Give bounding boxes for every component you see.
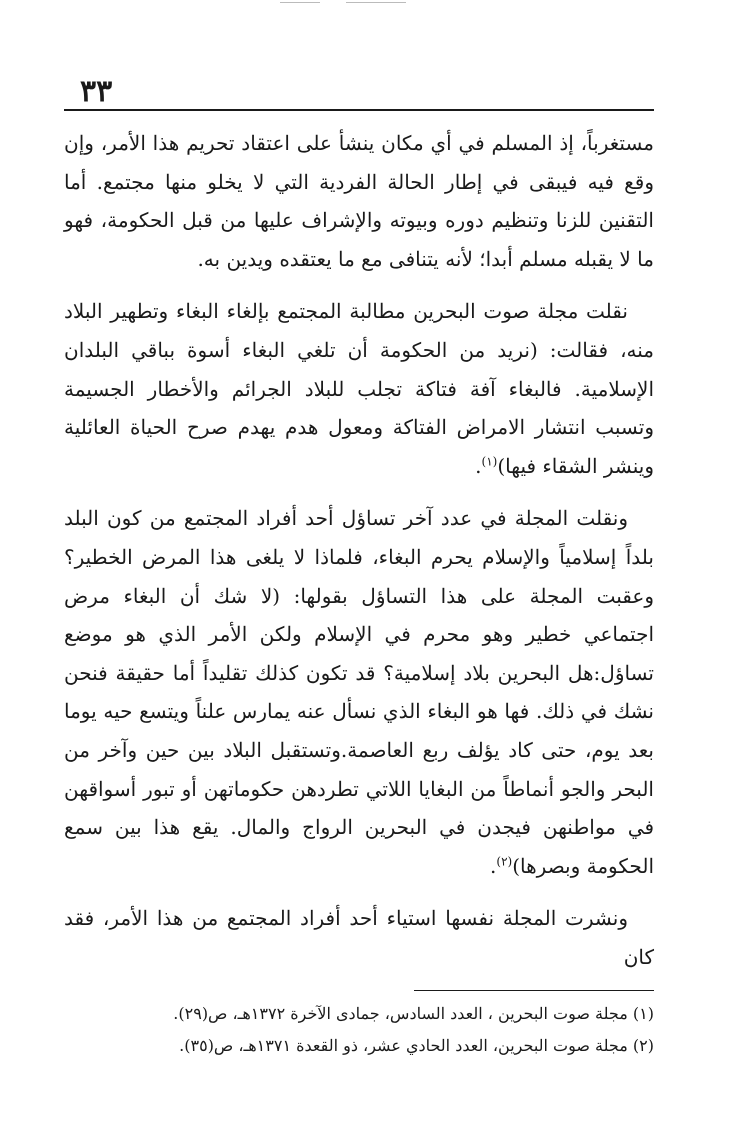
- footnote-1: (١) مجلة صوت البحرين ، العدد السادس، جمادى الآخرة ١٣٧٢هـ، ص(٢٩).: [173, 1004, 654, 1023]
- paragraph-2-text: نقلت مجلة صوت البحرين مطالبة المجتمع بإلغاء البغاء وتطهير البلاد منه، فقالت: (نريد من الحكومة أن تلغي البغاء أسوة بباقي البلدان الإسلامية. فالبغاء آفة فتاكة تجلب للبلاد الجرائم والأخطار الجسيمة وتسبب انتشار الامراض الفتاكة ومعول هدم يهدم صرح الحياة العائلية وينشر الشقاء فيها): [64, 299, 654, 478]
- paragraph-4: ونشرت المجلة نفسها استياء أحد أفراد المجتمع من هذا الأمر، فقد كان: [64, 906, 654, 969]
- paragraph-3: [64, 499, 654, 885]
- footnote-ref-2: (٢): [496, 854, 513, 869]
- footnote-ref-1: (١): [481, 454, 498, 469]
- paragraph-2-end: .: [475, 453, 482, 478]
- page-number: ٣٣: [80, 74, 113, 109]
- paragraph-2: [64, 292, 654, 485]
- footnotes: [64, 998, 654, 1062]
- main-text: [64, 124, 654, 976]
- footnote-2: (٢) مجلة صوت البحرين، العدد الحادي عشر، ذو القعدة ١٣٧١هـ، ص(٣٥).: [179, 1036, 654, 1055]
- footnote-rule: [414, 990, 654, 991]
- paragraph-3-end: .: [490, 853, 497, 878]
- paragraph-3-text: ونقلت المجلة في عدد آخر تساؤل أحد أفراد المجتمع من كون البلد بلداً إسلامياً والإسلام يحرم البغاء، فلماذا لا يلغى هذا المرض الخطير؟وعقبت المجلة على هذا التساؤل بقولها: (لا شك أن البغاء مرض اجتماعي خطير وهو محرم في الإسلام ولكن الأمر الذي هو موضع تساؤل:هل البحرين بلاد إسلامية؟ قد تكون كذلك تقليداً أما حقيقة فنحن نشك في ذلك. فها هو البغاء الذي نسأل عنه يمارس علناً ويتسع حيه يوما بعد يوم، حتى كاد يؤلف ربع العاصمة.وتستقبل البلاد بين حين وآخر من البحر والجو أنماطاً من البغايا اللاتي تطردهن حكوماتهن أو تبور أسواقهن في مواطنهن فيجدن في البحرين الرواج والمال. يقع هذا بين سمع الحكومة وبصرها): [64, 506, 654, 878]
- top-scan-marks: [270, 0, 430, 6]
- paragraph-1: مستغرباً، إذ المسلم في أي مكان ينشأ على اعتقاد تحريم هذا الأمر، وإن وقع فيه فيبقى في إطار الحالة الفردية التي لا يخلو منها مجتمع. أما التقنين للزنا وتنظيم دوره وبيوته والإشراف عليها من قبل الحكومة، فهو ما لا يقبله مسلم أبدا؛ لأنه يتنافى مع ما يعتقده ويدين به.: [64, 131, 654, 271]
- header-rule: [64, 109, 654, 111]
